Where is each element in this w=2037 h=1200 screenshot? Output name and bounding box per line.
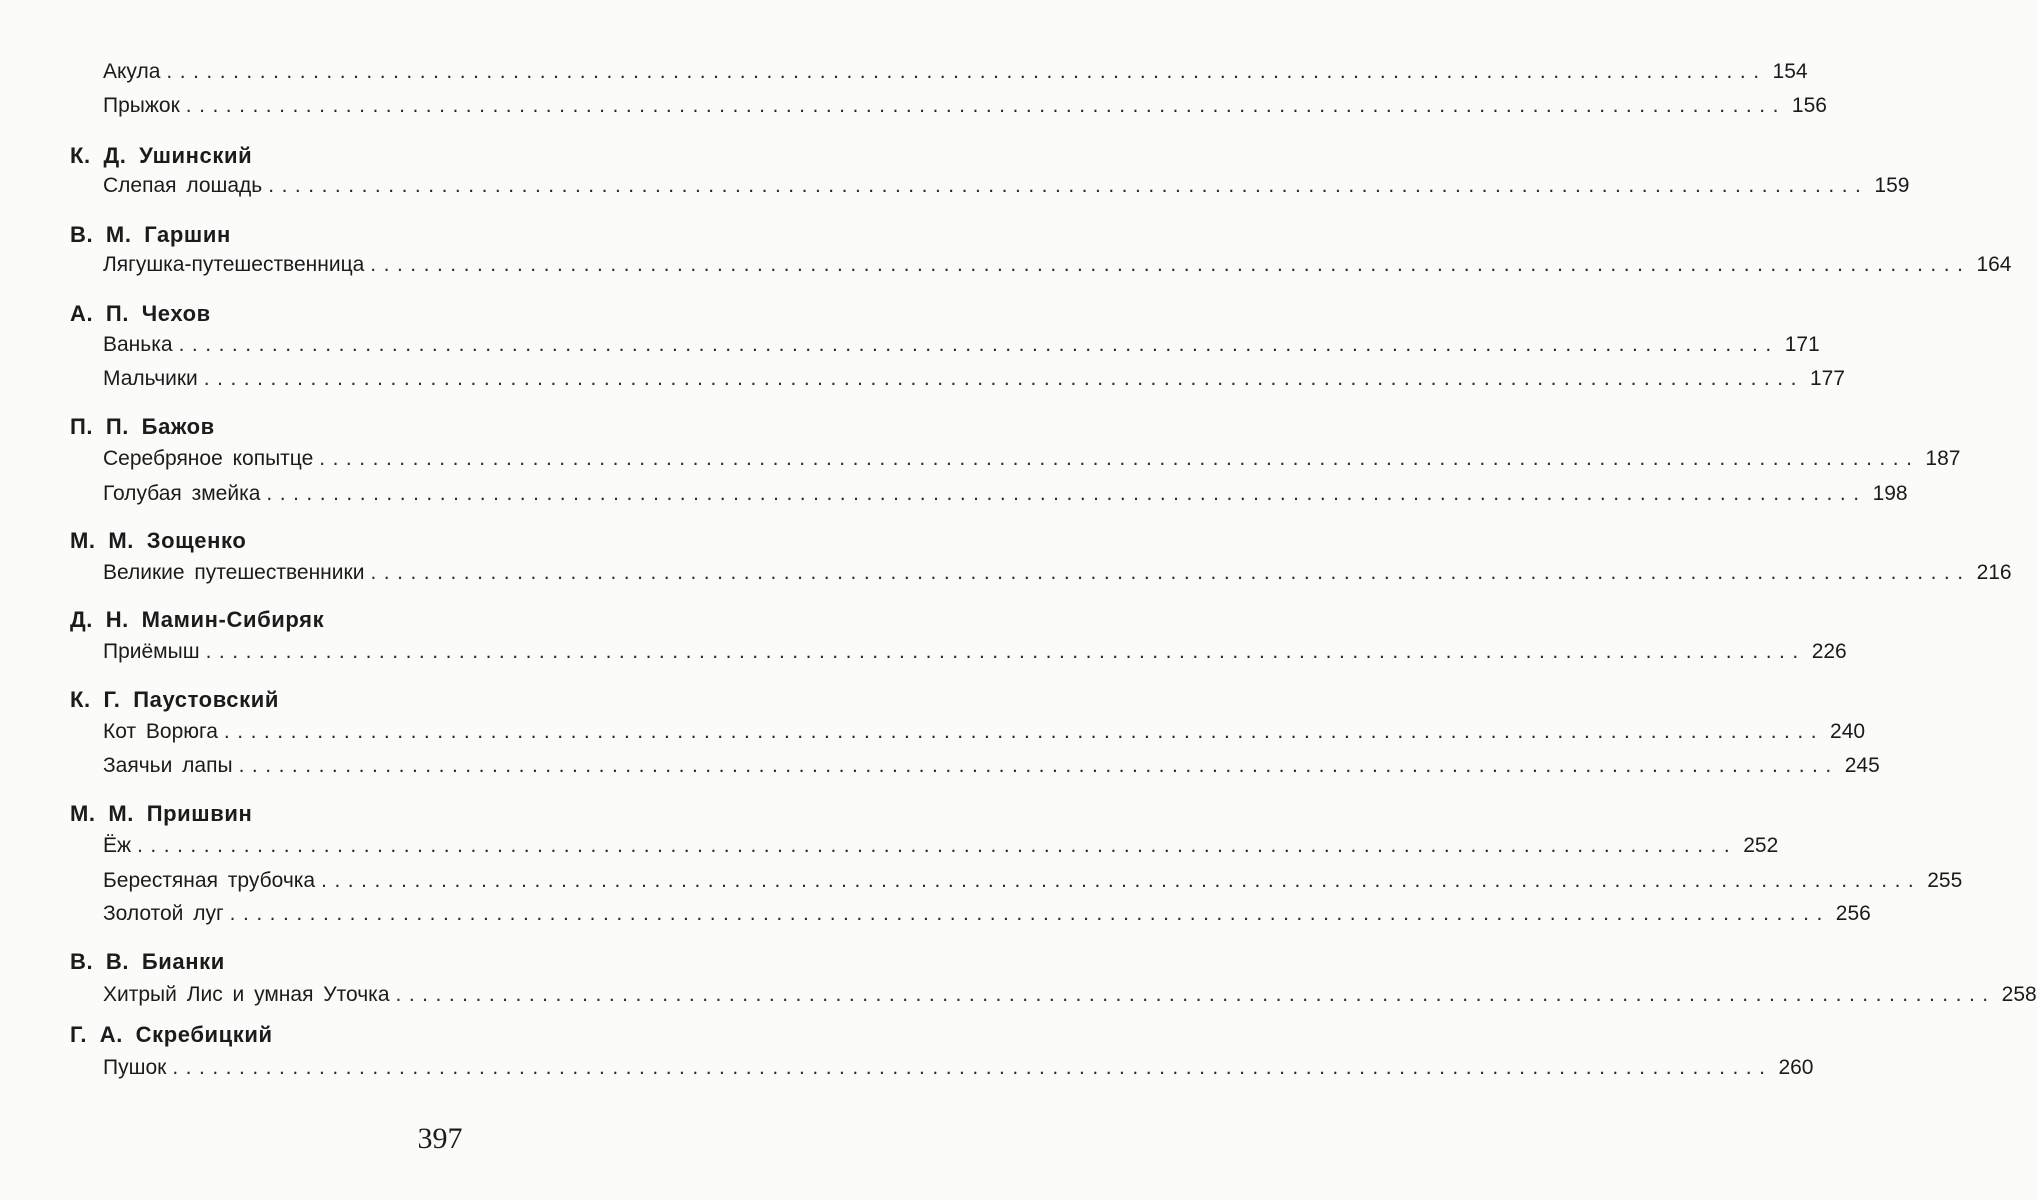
dot-leader: ........................................................................................................................ (229, 902, 1830, 925)
entry-page: 216 (1976, 561, 2012, 584)
entry-title: Великие путешественники (103, 561, 365, 584)
entry-page: 164 (1976, 253, 2012, 276)
author-heading: Д. Н. Мамин-Сибиряк (70, 607, 325, 632)
entry-title: Хитрый Лис и умная Уточка (103, 983, 390, 1006)
entry-title: Берестяная трубочка (103, 869, 316, 892)
dot-leader: ........................................................................................................................ (185, 94, 1786, 117)
author-heading: А. П. Чехов (70, 301, 211, 326)
dot-leader: ........................................................................................................................ (321, 869, 1922, 892)
entry-page: 258 (2001, 983, 2037, 1006)
entry-page: 255 (1927, 869, 1963, 892)
dot-leader: ........................................................................................................................ (266, 482, 1867, 505)
toc-entry (103, 754, 1880, 778)
entry-page: 177 (1809, 367, 1845, 390)
author-heading: М. М. Пришвин (70, 801, 253, 826)
author-heading: Г. А. Скребицкий (70, 1022, 273, 1047)
dot-leader: ........................................................................................................................ (205, 640, 1806, 663)
dot-leader: ........................................................................................................................ (238, 754, 1839, 777)
toc-entry (103, 60, 1808, 84)
toc-entry (103, 447, 1961, 471)
toc-entry (103, 983, 2037, 1007)
dot-leader: ........................................................................................................................ (370, 561, 1971, 584)
author-heading: К. Д. Ушинский (70, 143, 253, 168)
entry-title: Лягушка-путешественница (103, 253, 365, 276)
toc-entry (103, 640, 1847, 664)
author-heading: П. П. Бажов (70, 414, 215, 439)
entry-title: Кот Ворюга (103, 720, 218, 743)
author-heading: В. М. Гаршин (70, 222, 231, 247)
entry-title: Серебряное копытце (103, 447, 314, 470)
dot-leader: ........................................................................................................................ (268, 174, 1869, 197)
entry-title: Акула (103, 60, 161, 83)
author-heading: В. В. Бианки (70, 949, 225, 974)
dot-leader: ........................................................................................................................ (370, 253, 1971, 276)
entry-page: 226 (1811, 640, 1847, 663)
dot-leader: ........................................................................................................................ (319, 447, 1920, 470)
entry-title: Голубая змейка (103, 482, 261, 505)
entry-title: Пушок (103, 1056, 167, 1079)
dot-leader: ........................................................................................................................ (172, 1056, 1773, 1079)
toc-entry (103, 333, 1820, 357)
dot-leader: ........................................................................................................................ (223, 720, 1825, 743)
dot-leader: ........................................................................................................................ (395, 983, 1996, 1006)
toc-entry (103, 869, 1963, 893)
entry-title: Золотой луг (103, 902, 224, 925)
entry-title: Заячьи лапы (103, 754, 233, 777)
toc-entry (103, 1056, 1814, 1080)
toc-entry (103, 94, 1827, 118)
toc-entry (103, 834, 1779, 858)
entry-page: 256 (1835, 902, 1871, 925)
toc-entry (103, 174, 1910, 198)
entry-page: 171 (1784, 333, 1820, 356)
entry-title: Ванька (103, 333, 173, 356)
entry-page: 245 (1844, 754, 1880, 777)
dot-leader: ........................................................................................................................ (166, 60, 1767, 83)
toc-entry (103, 482, 1908, 506)
entry-page: 156 (1791, 94, 1827, 117)
entry-title: Прыжок (103, 94, 180, 117)
toc-entry (103, 902, 1871, 926)
entry-title: Ёж (103, 834, 132, 857)
dot-leader: ........................................................................................................................ (203, 367, 1804, 390)
entry-title: Мальчики (103, 367, 198, 390)
toc-entry (103, 720, 1866, 744)
entry-page: 187 (1925, 447, 1961, 470)
entry-page: 260 (1778, 1056, 1814, 1079)
entry-title: Слепая лошадь (103, 174, 263, 197)
dot-leader: ........................................................................................................................ (178, 333, 1779, 356)
toc-entry (103, 253, 2012, 277)
entry-page: 252 (1743, 834, 1779, 857)
author-heading: К. Г. Паустовский (70, 687, 279, 712)
entry-page: 198 (1872, 482, 1908, 505)
entry-title: Приёмыш (103, 640, 200, 663)
page-number: 397 (417, 1122, 463, 1155)
dot-leader: ........................................................................................................................ (137, 834, 1738, 857)
toc-entry (103, 367, 1845, 391)
author-heading: М. М. Зощенко (70, 528, 247, 553)
toc-entry (103, 561, 2012, 585)
entry-page: 240 (1830, 720, 1866, 743)
entry-page: 154 (1772, 60, 1808, 83)
entry-page: 159 (1874, 174, 1910, 197)
